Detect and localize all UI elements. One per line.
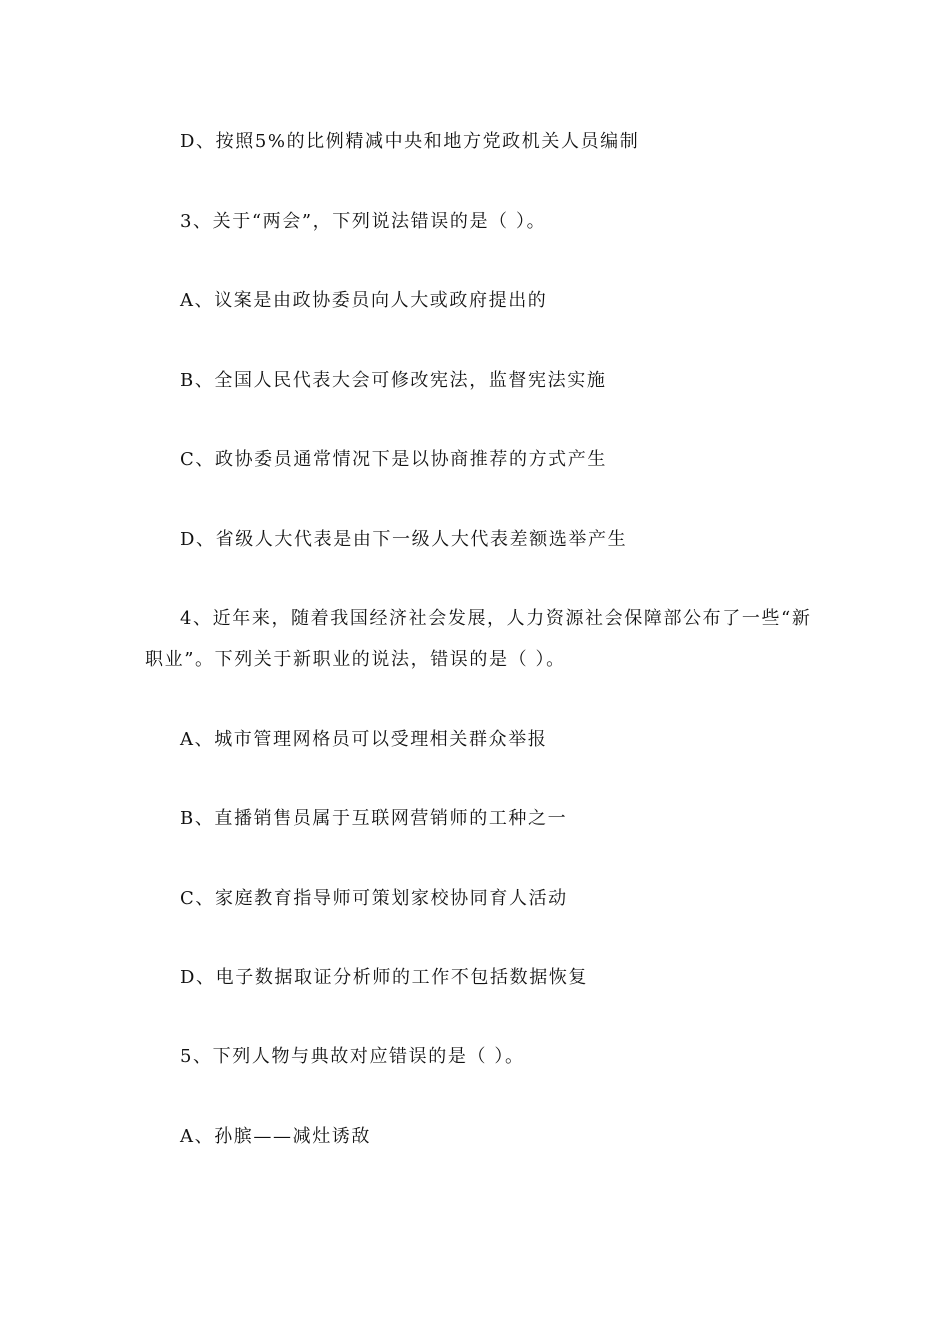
- option-a-q4: A、城市管理网格员可以受理相关群众举报: [180, 729, 548, 750]
- question-5: 5、下列人物与典故对应错误的是（ ）。: [180, 1046, 525, 1067]
- question-4-line-2: 职业”。下列关于新职业的说法，错误的是（ ）。: [145, 649, 566, 670]
- option-a-q3: A、议案是由政协委员向人大或政府提出的: [180, 290, 548, 311]
- option-d-q4: D、电子数据取证分析师的工作不包括数据恢复: [180, 967, 589, 988]
- option-a-q5: A、孙膑——减灶诱敌: [180, 1126, 371, 1147]
- option-c-q4: C、家庭教育指导师可策划家校协同育人活动: [180, 888, 568, 909]
- option-d-q3: D、省级人大代表是由下一级人大代表差额选举产生: [180, 529, 628, 550]
- question-4-line-1: 4、近年来，随着我国经济社会发展，人力资源社会保障部公布了一些“新: [180, 608, 812, 629]
- option-b-q4: B、直播销售员属于互联网营销师的工种之一: [180, 808, 568, 829]
- option-d-q2: D、按照5%的比例精减中央和地方党政机关人员编制: [180, 131, 640, 152]
- option-b-q3: B、全国人民代表大会可修改宪法，监督宪法实施: [180, 370, 607, 391]
- question-3: 3、关于“两会”，下列说法错误的是（ ）。: [180, 211, 547, 232]
- option-c-q3: C、政协委员通常情况下是以协商推荐的方式产生: [180, 449, 607, 470]
